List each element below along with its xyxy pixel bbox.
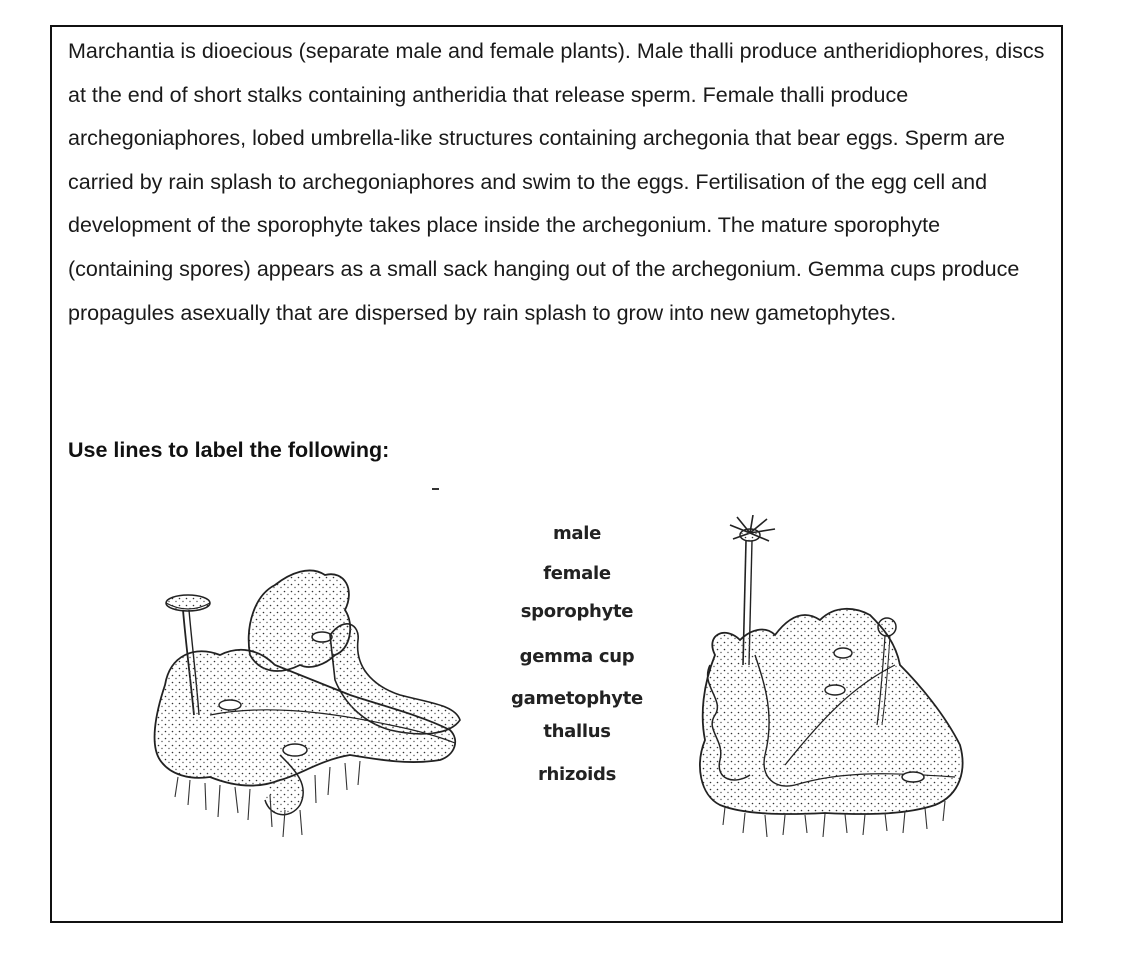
- label-instruction-heading: Use lines to label the following:: [68, 438, 390, 462]
- stray-mark: [432, 488, 439, 490]
- label-female: female: [543, 563, 611, 584]
- female-marchantia-drawing: [695, 515, 975, 845]
- male-marchantia-drawing: [150, 555, 470, 845]
- label-gemma-cup: gemma cup: [519, 646, 635, 667]
- label-gametophyte: gametophyte: [511, 688, 643, 709]
- label-rhizoids: rhizoids: [537, 764, 617, 785]
- description-paragraph: Marchantia is dioecious (separate male and female plants). Male thalli produce antheridiophores, discs at the end of short stalks containing antheridia that release sperm. Female thalli produce archegoniaphores, lobed umbrella-like structures containing archegonia that bear eggs. Sperm are carried by rain splash to archegoniaphores and swim to the eggs. Fertilisation of the egg cell and development of the sporophyte takes place inside the archegonium. The mature sporophyte (containing spores) appears as a small sack hanging out of the archegonium. Gemma cups produce propagules asexually that are dispersed by rain splash to grow into new gametophytes.: [68, 39, 1045, 325]
- label-sporophyte: sporophyte: [520, 601, 634, 622]
- label-male: male: [552, 523, 602, 544]
- label-thallus: thallus: [543, 721, 611, 742]
